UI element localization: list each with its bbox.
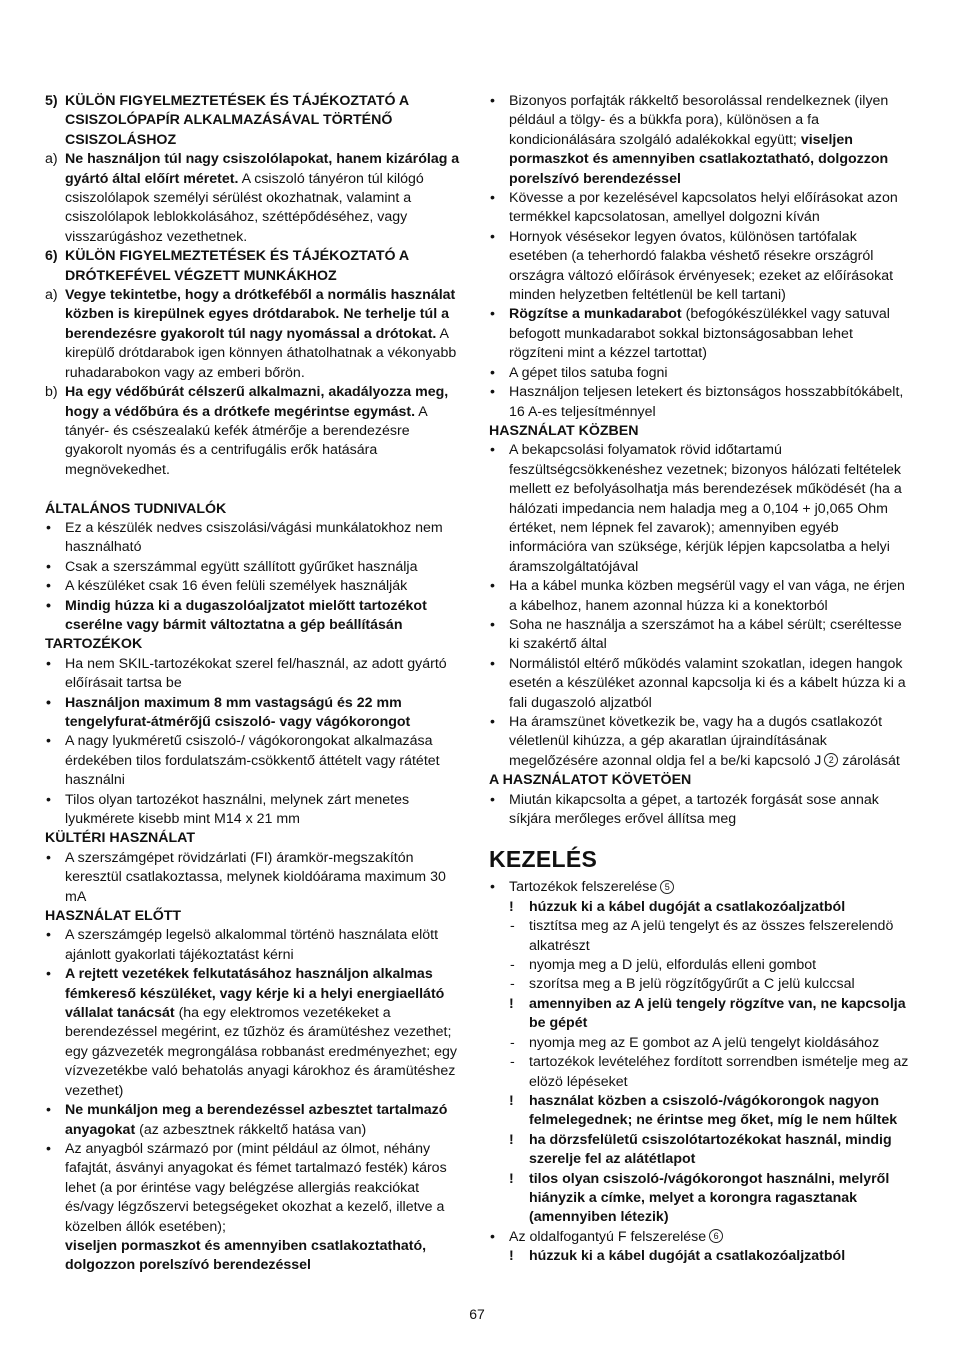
list-item-text: A szerszámgépet rövidzárlati (FI) áramkör-megszakítón keresztül csatlakoztassa, melynek kioldóárama maximum 30 mA <box>65 849 446 905</box>
exclamation-icon: ! <box>509 995 514 1012</box>
exclamation-icon: ! <box>509 1092 514 1109</box>
list-item <box>45 849 467 907</box>
exclamation-icon: ! <box>509 1131 514 1148</box>
bullet: • <box>490 879 495 896</box>
exclamation-icon: ! <box>509 898 514 915</box>
section-6-heading <box>45 247 467 286</box>
accessories-heading: TARTOZÉKOK <box>45 636 143 653</box>
list-item-text: Normálistól eltérő működés valamint szokatlan, idegen hangok esetén a készüléket azonnal kapcsolja ki és a kábelt húzza ki a fali dugaszoló aljzatból <box>509 655 906 711</box>
bullet: • <box>46 791 51 808</box>
list-item-text: Bizonyos porfajták rákkeltő besorolással rendelkeznek (ilyen például a tölgy- és a bükkfa pora), különösen a fa kondicionálására szolgáló adalékokkal együtt; <box>509 93 889 148</box>
dash-marker: - <box>510 976 515 993</box>
list-item-text: A készüléket csak 16 éven felüli személyek használják <box>65 578 408 595</box>
list-item <box>489 364 911 383</box>
step-item <box>489 956 911 975</box>
list-item-text: Használjon teljesen letekert és biztonságos hosszabbítókábelt, 16 A-es teljesítménnyel <box>509 384 904 420</box>
section-title: KÜLÖN FIGYELMEZTETÉSEK ÉS TÁJÉKOZTATÓ A DRÓTKEFÉVEL VÉGZETT MUNKÁKHOZ <box>65 248 409 284</box>
list-item-text: Miután kikapcsolta a gépet, a tartozék forgását sose annak síkjára merőleges erővel állítsa meg <box>509 791 879 828</box>
bullet: • <box>46 927 51 944</box>
bullet: • <box>46 578 51 595</box>
dash-marker: - <box>510 1034 515 1051</box>
page-number: 67 <box>469 1306 485 1322</box>
step-item <box>489 917 911 956</box>
section-number: 6) <box>45 248 58 265</box>
list-item <box>45 791 467 830</box>
bullet: • <box>490 306 495 323</box>
list-item-text: Soha ne használja a szerszámot ha a kábel sérült; cseréltesse ki szakértő által <box>509 616 902 653</box>
bullet: • <box>46 597 51 614</box>
warning-item <box>489 995 911 1034</box>
list-item-text: Használjon maximum 8 mm vastagságú és 22 mm tengelyfurat-átmérőjű csiszoló- vagy vágókorongot <box>65 694 411 730</box>
item-letter: a) <box>45 151 58 168</box>
list-item <box>489 655 911 713</box>
right-column <box>489 92 911 1267</box>
item-text: A csiszoló tányéron túl kilógó csiszolólapok személyi sérülést okozhatnak, valamint a csiszolólapok leblokkolásához, széttépődéséhez, vagy visszarúgáshoz vezethetnek. <box>65 170 424 245</box>
bullet: • <box>46 733 51 750</box>
step-item <box>489 1034 911 1053</box>
bullet: • <box>490 384 495 401</box>
step-text: nyomja meg a D jelü, elfordulás elleni gombot <box>529 957 817 974</box>
bullet: • <box>46 558 51 575</box>
dash-marker: - <box>510 918 515 935</box>
figure-ref-2-icon: 2 <box>824 753 838 767</box>
step-text: tartozékok levételéhez fordított sorrendben ismételje meg az elözö lépéseket <box>529 1054 909 1090</box>
operation-title: KEZELÉS <box>489 846 598 873</box>
after-use-heading: A HASZNÁLATOT KÖVETÖEN <box>489 772 692 789</box>
step-item <box>489 975 911 994</box>
figure-ref-5-icon: 5 <box>660 880 674 894</box>
list-item <box>489 577 911 616</box>
step-text: szorítsa meg a B jelü rögzítőgyűrűt a C jelü kulccsal <box>529 976 855 993</box>
list-item <box>489 189 911 228</box>
list-item <box>45 655 467 694</box>
list-item-text: Tilos olyan tartozékot használni, melynek zárt menetes lyukmérete kisebb mint M14 x 21 mm <box>65 791 410 828</box>
spacer <box>45 480 467 499</box>
list-item <box>489 791 911 830</box>
list-item-bold-text: Ne munkáljon meg a berendezéssel azbesztet tartalmazó anyagokat <box>65 1102 448 1138</box>
warning-item <box>489 898 911 917</box>
bullet: • <box>490 364 495 381</box>
bullet: • <box>46 849 51 866</box>
bullet: • <box>490 190 495 207</box>
list-item-text: Mindig húzza ki a dugaszolóaljzatot mielőtt tartozékot cserélne vagy bármit változtatna a gép beállításán <box>65 597 427 633</box>
bullet: • <box>46 655 51 672</box>
list-item-text: Csak a szerszámmal együtt szállított gyűrűket használja <box>65 558 418 575</box>
item-text: A tányér- és csészealakú kefék átmérője a berendezésre gyakorolt nyomás és a centrifugális erők hatására megnövekedhet. <box>65 403 427 478</box>
list-item <box>45 1101 467 1140</box>
list-item-text: A nagy lyukméretű csiszoló-/ vágókorongokat alkalmazása érdekében tilos fordulatszám-csökkentő áttételt vagy rátétet használni <box>65 733 440 789</box>
bullet: • <box>46 694 51 711</box>
list-item <box>45 519 467 558</box>
section-5-heading <box>45 92 467 150</box>
list-item-text: A szerszámgép legelsö alkalommal történö használata elött ajánlott gyakorlati tájékoztatást kérni <box>65 927 439 963</box>
exclamation-icon: ! <box>509 1248 514 1265</box>
section-6-item-b <box>45 383 467 480</box>
warning-text: ha dörzsfelületű csiszolótartozékokat használ, mindig szerelje fel az alátétlapot <box>529 1131 892 1168</box>
list-item <box>45 694 467 733</box>
item-letter: b) <box>45 384 58 401</box>
list-item <box>45 1140 467 1276</box>
warning-text: amennyiben az A jelü tengely rögzítve van, ne kapcsolja be gépét <box>529 995 906 1032</box>
general-heading: ÁLTALÁNOS TUDNIVALÓK <box>45 500 227 517</box>
list-item <box>489 92 911 189</box>
list-item <box>45 577 467 596</box>
list-item-text: zárolását <box>838 752 900 769</box>
before-use-heading: HASZNÁLAT ELŐTT <box>45 908 182 925</box>
list-item <box>489 878 911 897</box>
bullet: • <box>490 578 495 595</box>
warning-item <box>489 1170 911 1228</box>
list-item-bold-text: viseljen pormaszkot és amennyiben csatlakoztatható, dolgozzon porelszívó berendezéssel <box>65 1237 427 1274</box>
warning-text: húzzuk ki a kábel dugóját a csatlakozóaljzatból <box>529 898 846 915</box>
warning-item <box>489 1247 911 1266</box>
section-title: KÜLÖN FIGYELMEZTETÉSEK ÉS TÁJÉKOZTATÓ A CSISZOLÓPAPÍR ALKALMAZÁSÁVAL TÖRTÉNŐ CSISZOLÁSHOZ <box>65 93 409 148</box>
warning-text: húzzuk ki a kábel dugóját a csatlakozóaljzatból <box>529 1248 846 1265</box>
list-item-text: Ha áramszünet következik be, vagy ha a dugós csatlakozót véletlenül kihúzza, a gép akaratlan újraindításának megelőzésére azonnal oldja fel a be/ki kapcsoló J <box>509 714 883 769</box>
list-item-text: Az oldalfogantyú F felszerelése <box>509 1228 707 1245</box>
list-item-text: Hornyok vésésekor legyen óvatos, különösen tartófalak esetében (a teherhordó falakba véshető résekre országról országra változó előírások érvényesek; ezeket az előírásokat minden helyzetben feltétlenül be kell tartani) <box>509 228 894 304</box>
bullet: • <box>46 519 51 536</box>
outdoor-heading: KÜLTÉRI HASZNÁLAT <box>45 830 195 847</box>
section-5-item-a <box>45 150 467 247</box>
bullet: • <box>490 655 495 672</box>
bullet: • <box>490 228 495 245</box>
list-item-text: Az anyagból származó por (mint például az ólmot, néhány fafajtát, ásványi anyagokat és fémet tartalmazó festék) káros lehet (a por érintése vagy belégzése allergiás reakciókat és/vagy légzőszervi betegségeket okozhat a kezelő, illetve a közelben állók esetében); <box>65 1140 447 1235</box>
warning-text: használat közben a csiszoló-/vágókorongok nagyon felmelegednek; ne érintse meg őket, míg le nem hűltek <box>529 1092 898 1129</box>
bullet: • <box>46 1140 51 1157</box>
list-item <box>45 732 467 790</box>
list-item <box>45 926 467 965</box>
list-item-bold-text: viseljen pormaszkot és amennyiben csatlakoztatható, dolgozzon porelszívó berendezéssel <box>509 131 889 187</box>
step-item <box>489 1053 911 1092</box>
list-item <box>489 1228 911 1247</box>
warning-item <box>489 1092 911 1131</box>
dash-marker: - <box>510 957 515 974</box>
during-use-heading: HASZNÁLAT KÖZBEN <box>489 422 639 439</box>
list-item-text: Ez a készülék nedves csiszolási/vágási munkálatokhoz nem használható <box>65 519 443 556</box>
bullet: • <box>490 1228 495 1245</box>
figure-ref-6-icon: 6 <box>709 1229 723 1243</box>
list-item-text: (ha egy elektromos vezetékeket a berendezéssel megérint, ez tűzhöz és áramütéshez vezethet; egy gázvezeték megrongálása robbanást eredményezhet; egy vízvezetékbe való behatolás anyagi károkhoz és áramütéshez vezethet) <box>65 1005 457 1099</box>
list-item <box>489 616 911 655</box>
exclamation-icon: ! <box>509 1170 514 1187</box>
list-item-text: (az azbesztnek rákkeltő hatása van) <box>135 1121 367 1138</box>
bullet: • <box>490 791 495 808</box>
list-item-text: Ha nem SKIL-tartozékokat szerel fel/használ, az adott gyártó előírásait tartsa be <box>65 655 447 692</box>
item-bold-text: Ne használjon túl nagy csiszolólapokat, hanem kizárólag a gyártó által előírt méretet. <box>65 151 460 187</box>
list-item <box>45 597 467 636</box>
bullet: • <box>490 714 495 730</box>
spacer <box>489 829 911 843</box>
item-text: A kirepülő drótdarabok igen könnyen áthatolhatnak a vékonyabb ruhadarabokon vagy az emberi bőrön. <box>65 325 457 381</box>
list-item <box>45 965 467 1101</box>
left-column <box>45 92 467 1276</box>
bullet: • <box>490 616 495 633</box>
list-item-bold-text: Rögzítse a munkadarabot <box>509 306 682 323</box>
list-item-text: A gépet tilos satuba fogni <box>509 364 668 381</box>
bullet: • <box>46 1102 51 1119</box>
warning-text: tilos olyan csiszoló-/vágókorongot használni, melyről hiányzik a címke, melyet a korongra ragasztanak (amennyiben létezik) <box>529 1170 890 1226</box>
step-text: nyomja meg az E gombot az A jelü tengelyt kioldásához <box>529 1034 880 1051</box>
section-number: 5) <box>45 93 58 109</box>
list-item-text: (befogókészülékkel vagy satuval befogott munkadarabot sokkal biztonságosabban lehet rögzíteni mint a kézzel tartottat) <box>509 306 890 362</box>
list-item <box>489 383 911 422</box>
warning-item <box>489 1131 911 1170</box>
dash-marker: - <box>510 1054 515 1071</box>
list-item <box>45 558 467 577</box>
list-item-text: Tartozékok felszerelése <box>509 879 658 896</box>
bullet: • <box>490 442 495 459</box>
item-letter: a) <box>45 287 58 304</box>
list-item-text: A bekapcsolási folyamatok rövid időtartamú feszültségcsökkenéshez vezetnek; bizonyos hálózati feltételek mellett ez befolyásolhatja más berendezések működését (ha a hálózati impedancia nem haladja meg a 0,104 + j0,065 Ohm értéket, nem lépnek fel zavarok); amennyiben egyéb információra van szüksége, kérjük lépjen kapcsolatba a helyi áramszolgáltatójával <box>509 442 902 575</box>
bullet: • <box>490 93 495 109</box>
list-item-text: Kövesse a por kezelésével kapcsolatos helyi előírásokat azon termékkel kapcsolatosan, amellyel dolgozni kíván <box>509 190 898 226</box>
item-bold-text: Vegye tekintetbe, hogy a drótkeféből a normális használat közben is kirepülnek egyes drótdarabok. Ne terhelje túl a berendezésre gyakorolt túl nagy nyomással a drótokat. <box>65 287 456 342</box>
list-item <box>489 713 911 771</box>
section-6-item-a <box>45 286 467 383</box>
list-item-text: Ha a kábel munka közben megsérül vagy el van vága, ne érjen a kábelhoz, hanem azonnal húzza ki a konektorból <box>509 578 905 614</box>
list-item <box>489 228 911 306</box>
step-text: tisztítsa meg az A jelü tengelyt és az összes felszerelendö alkatrészt <box>529 918 894 954</box>
item-bold-text: Ha egy védőbúrát célszerű alkalmazni, akadályozza meg, hogy a védőbúra és a drótkefe megérintse egymást. <box>65 384 449 420</box>
list-item <box>489 305 911 363</box>
list-item-bold-text: A rejtett vezetékek felkutatásához használjon alkalmas fémkereső készüléket, vagy kérje ki a helyi energiaellátó vállalat tanácsát <box>65 966 445 1022</box>
bullet: • <box>46 966 51 983</box>
list-item <box>489 441 911 577</box>
